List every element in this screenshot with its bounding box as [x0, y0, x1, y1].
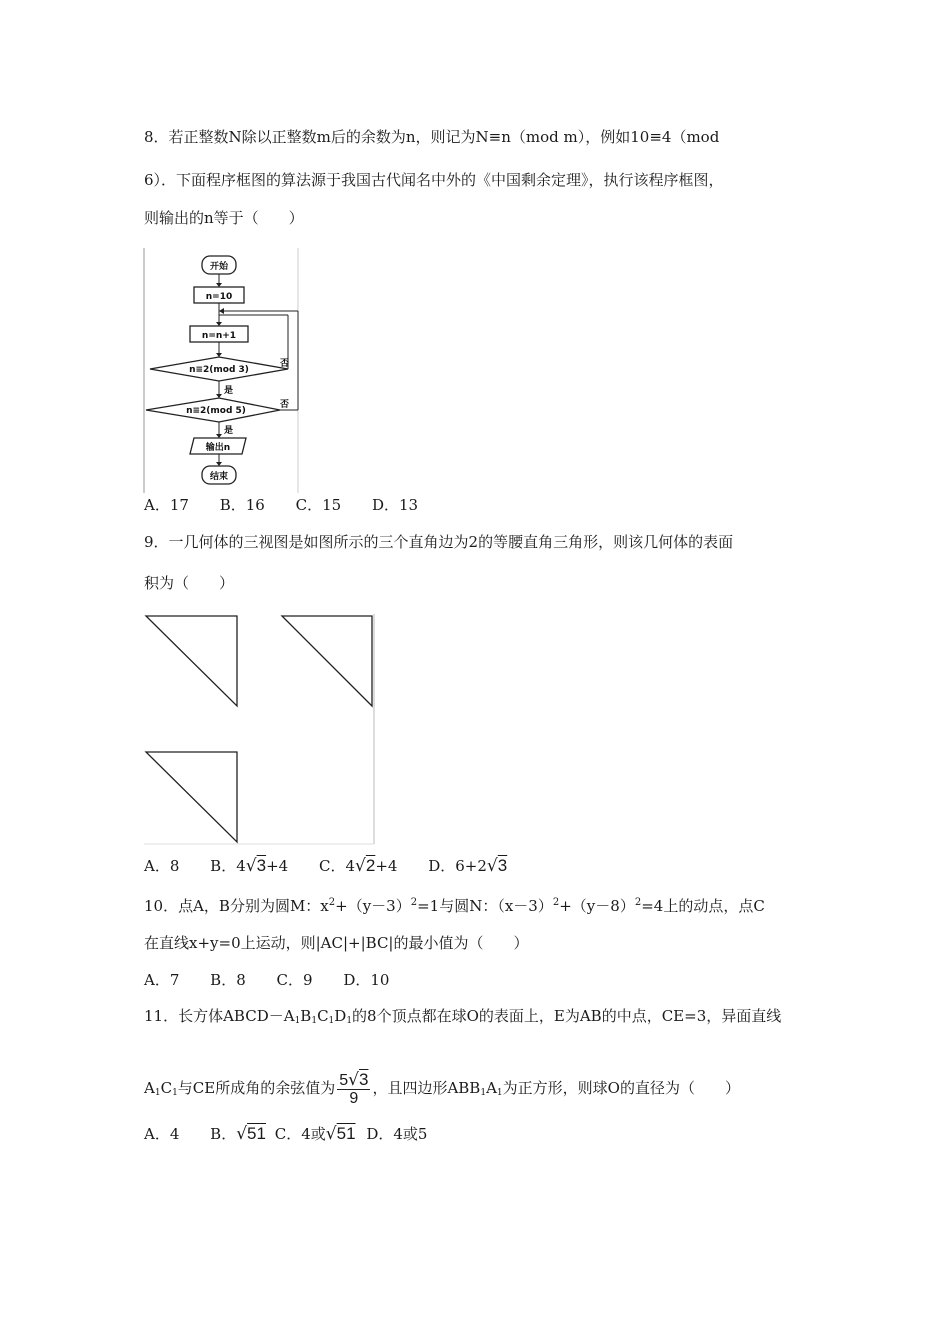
q8-options [144, 495, 444, 515]
side-view-triangle [282, 616, 372, 706]
q10-stem-line-1: 10．点A，B分别为圆M：$x^2+(y-3)^2=1$与圆N：$(x-3)^2+(y-8)^2=4$上的动点，点C [144, 897, 765, 915]
sqrt-icon: √ [355, 856, 366, 876]
q8-option-d: D．13 [371, 496, 419, 514]
q10-option-c: C．9 [276, 971, 313, 989]
sqrt-icon: √ [245, 856, 257, 876]
q9-stem-line-1: 9．一几何体的三视图是如图所示的三个直角边为2的等腰直角三角形，则该几何体的表面 [144, 533, 734, 551]
flowchart-init-label: n=10 [205, 292, 233, 302]
q9-option-b: B．4√3+4 [210, 856, 289, 876]
flowchart-step-label: n=n+1 [201, 331, 237, 341]
q9-options [144, 856, 533, 876]
flowchart-cond1-label: n≡2(mod 3) [189, 365, 249, 375]
sqrt-icon: √ [486, 856, 498, 876]
flowchart-no1-label: 否 [280, 359, 290, 369]
q9-option-a: A．8 [144, 857, 180, 875]
flowchart-no2-label: 否 [280, 400, 290, 410]
flowchart-yes2-label: 是 [224, 426, 234, 436]
q9-stem-line-2: 积为（ ） [144, 574, 235, 592]
flowchart-yes1-label: 是 [224, 386, 234, 396]
q11-option-b: B．√51 [210, 1124, 266, 1144]
q8-stem-line-3: 则输出的n等于（ ） [144, 209, 304, 227]
q11-option-d: D．4或5 [366, 1125, 428, 1143]
sqrt-icon: √ [325, 1124, 337, 1144]
top-view-triangle [146, 752, 237, 842]
q8-option-b: B．16 [219, 496, 265, 514]
q11-options [144, 1124, 427, 1144]
cosine-fraction: $\frac{5√3}{9}$ [339, 1070, 369, 1107]
q8-stem-line-2: 6）．下面程序框图的算法源于我国古代闻名中外的《中国剩余定理》，执行该程序框图， [144, 171, 724, 189]
q10-option-b: B．8 [210, 971, 246, 989]
q8-stem-line-1: 8．若正整数N除以正整数m后的余数为n，则记为N≡n（mod m），例如10≡4（mod [144, 128, 720, 146]
sqrt-icon: √ [348, 1070, 359, 1090]
q9-three-views-figure [140, 610, 380, 850]
flowchart-cond2-label: n≡2(mod 5) [186, 406, 246, 416]
sqrt-icon: √ [236, 1124, 248, 1144]
q11-option-c: C．4或√51 [274, 1124, 356, 1144]
flowchart-end-label: 结束 [209, 472, 229, 482]
q10-stem-line-2: 在直线x+y=0上运动，则|AC|+|BC|的最小值为（ ） [144, 934, 529, 952]
q9-option-c: C．4√2+4 [318, 856, 398, 876]
q9-option-d: D．6+2√3 [428, 856, 508, 876]
q11-stem-line-1: 11．长方体$ABCD-A_1B_1C_1D_1$的8个顶点都在球O的表面上，E为AB的中点，CE=3，异面直线 [144, 1007, 782, 1026]
q10-option-a: A．7 [144, 971, 180, 989]
q10-option-d: D．10 [343, 971, 390, 989]
q8-option-a: A．17 [144, 496, 189, 514]
q8-flowchart [140, 248, 305, 493]
front-view-triangle [146, 616, 237, 706]
q8-option-c: C．15 [295, 496, 342, 514]
q11-stem-line-2: $A_1C_1$与CE所成角的余弦值为 $\frac{5√3}{9}$ ，且四边形$ABB_1A_1$为正方形，则球O的直径为（ ） [144, 1070, 740, 1107]
flowchart-start-label: 开始 [209, 262, 229, 272]
q11-option-a: A．4 [144, 1125, 180, 1143]
flowchart-output-label: 输出n [205, 443, 231, 453]
q10-options [144, 970, 415, 990]
